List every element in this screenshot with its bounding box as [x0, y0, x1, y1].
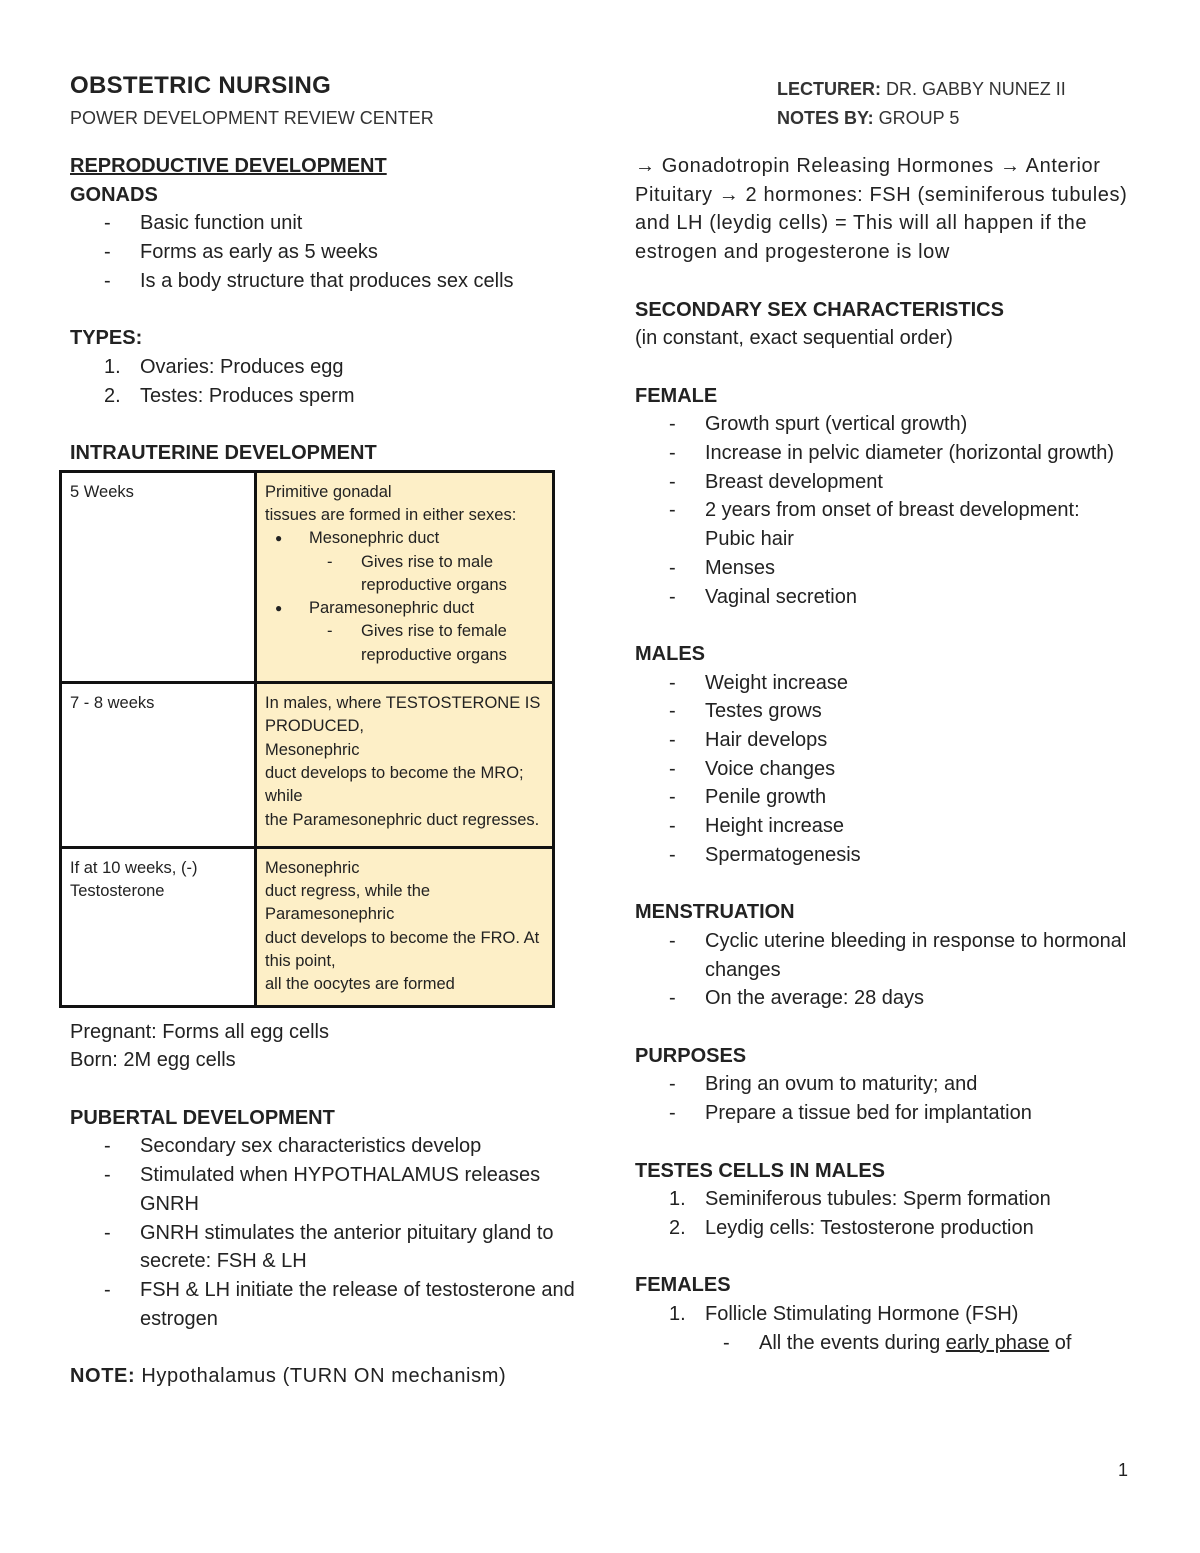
list-item: - Spermatogenesis [635, 841, 1135, 870]
heading-intrauterine-development: INTRAUTERINE DEVELOPMENT [70, 442, 377, 464]
list-item: - Penile growth [635, 783, 1135, 812]
note-line [70, 1362, 580, 1391]
heading-females: FEMALES [635, 1274, 731, 1297]
list-item: 1. Follicle Stimulating Hormone (FSH) [669, 1303, 1019, 1326]
heading-purposes: PURPOSES [635, 1044, 747, 1067]
table-cell-week: 7 - 8 weeks [61, 683, 256, 848]
list-item: - Cyclic uterine bleeding in response to hormonal changes [635, 927, 1135, 984]
intrauterine-table [59, 470, 555, 1008]
list-item: - FSH & LH initiate the release of testosterone and estrogen [70, 1276, 580, 1333]
list-item: - Secondary sex characteristics develop [70, 1132, 580, 1161]
heading-menstruation: MENSTRUATION [635, 901, 795, 924]
lecturer-label: LECTURER: [777, 79, 881, 99]
lecturer-line [777, 79, 1066, 100]
table-row [61, 683, 554, 848]
list-item: - Hair develops [635, 726, 1135, 755]
lecturer-value: DR. GABBY NUNEZ II [881, 79, 1066, 99]
notes-value: GROUP 5 [873, 108, 960, 128]
list-item: - Gives rise to male reproductive organs [265, 551, 544, 598]
ssc-note: (in constant, exact sequential order) [635, 327, 953, 350]
types-list [70, 353, 580, 410]
list-item: - GNRH stimulates the anterior pituitary gland to secrete: FSH & LH [70, 1219, 580, 1276]
purposes-list [635, 1070, 1135, 1127]
list-item: - Height increase [635, 812, 1135, 841]
list-item: - Is a body structure that produces sex cells [70, 267, 580, 296]
heading-types: TYPES: [70, 327, 143, 350]
females-sublist [635, 1329, 1135, 1358]
females-list [635, 1300, 1135, 1329]
list-item: 1. Seminiferous tubules: Sperm formation [669, 1188, 1051, 1211]
list-item: ● Paramesonephric duct [265, 597, 544, 620]
table-cell-description: Primitive gonadal tissues are formed in either sexes: ● Mesonephric duct - Gives rise to male reproductive organs ● Paramesonephric duct - Gives rise to female reproductive organs [256, 471, 554, 682]
table-cell-description: Mesonephric duct regress, while the Paramesonephric duct develops to become the FRO. At this point, all the oocytes are formed [256, 847, 554, 1006]
heading-males: MALES [635, 642, 705, 665]
list-item: - Testes grows [635, 697, 1135, 726]
list-item: - Breast development [635, 468, 1135, 497]
males-list [635, 669, 1135, 870]
notes-by-line [777, 108, 959, 129]
list-item: - Basic function unit [70, 209, 580, 238]
heading-pubertal-development: PUBERTAL DEVELOPMENT [70, 1106, 335, 1129]
list-item: - Vaginal secretion [635, 583, 1135, 612]
pubertal-list [70, 1132, 580, 1333]
pregnant-line: Pregnant: Forms all egg cells [70, 1020, 330, 1043]
list-item: - Increase in pelvic diameter (horizontal growth) [635, 439, 1135, 468]
list-item: - Gives rise to female reproductive organs [265, 620, 544, 667]
gonads-list [70, 209, 580, 295]
list-item: 2. Leydig cells: Testosterone production [669, 1216, 1034, 1239]
heading-secondary-sex-characteristics: SECONDARY SEX CHARACTERISTICS [635, 298, 1004, 321]
heading-reproductive-development: REPRODUCTIVE DEVELOPMENT [70, 155, 387, 177]
table-cell-week: 5 Weeks [61, 471, 256, 682]
hormone-flow-text: → Gonadotropin Releasing Hormones → Anterior Pituitary → 2 hormones: FSH (seminiferous tubules) and LH (leydig cells) = This will all happen if the estrogen and progesterone is low [635, 155, 1128, 264]
left-column [70, 152, 580, 1391]
notes-label: NOTES BY: [777, 108, 874, 128]
doc-title: OBSTETRIC NURSING [70, 72, 332, 99]
heading-testes-cells: TESTES CELLS IN MALES [635, 1159, 886, 1182]
list-item: - Menses [635, 554, 1135, 583]
heading-gonads: GONADS [70, 183, 158, 206]
list-item: - Weight increase [635, 669, 1135, 698]
list-item: - 2 years from onset of breast development: Pubic hair [635, 496, 1135, 553]
list-item: - Bring an ovum to maturity; and [635, 1070, 1135, 1099]
note-text: Hypothalamus (TURN ON mechanism) [135, 1365, 507, 1388]
menstruation-list [635, 927, 1135, 1013]
list-item: - Growth spurt (vertical growth) [635, 410, 1135, 439]
table-cell-description: In males, where TESTOSTERONE IS PRODUCED, Mesonephric duct develops to become the MRO; while the Paramesonephric duct regresses. [256, 683, 554, 848]
table-row [61, 847, 554, 1006]
born-line: Born: 2M egg cells [70, 1049, 236, 1072]
list-item: - Forms as early as 5 weeks [70, 238, 580, 267]
list-item: ● Mesonephric duct [265, 527, 544, 550]
list-item: 2. Testes: Produces sperm [104, 384, 355, 407]
heading-female: FEMALE [635, 384, 718, 407]
list-item: - Prepare a tissue bed for implantation [635, 1099, 1135, 1128]
list-item: - All the events during early phase of [635, 1329, 1135, 1358]
list-item: - On the average: 28 days [635, 984, 1135, 1013]
female-list [635, 410, 1135, 611]
right-column [635, 152, 1135, 1357]
doc-subtitle: POWER DEVELOPMENT REVIEW CENTER [70, 108, 434, 128]
table-cell-week: If at 10 weeks, (-) Testosterone [61, 847, 256, 1006]
list-item: 1. Ovaries: Produces egg [104, 355, 344, 378]
table-row [61, 471, 554, 682]
list-item: - Stimulated when HYPOTHALAMUS releases GNRH [70, 1161, 580, 1218]
note-label: NOTE: [70, 1365, 136, 1388]
testes-list [635, 1185, 1135, 1242]
list-item: - Voice changes [635, 755, 1135, 784]
page-number: 1 [1118, 1460, 1129, 1480]
